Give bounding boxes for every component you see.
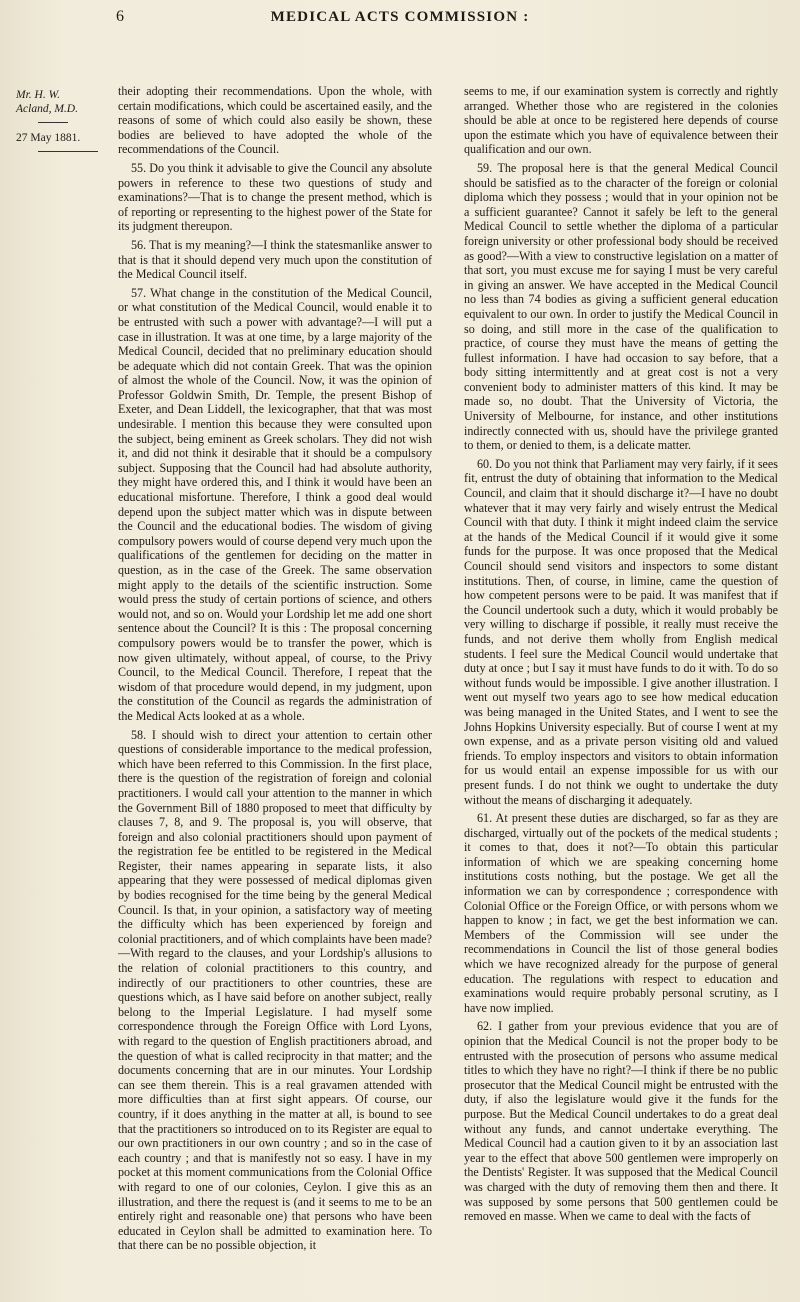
paragraph: 56. That is my meaning?—I think the statesmanlike answer to that is that it should depend very much upon the constitution of the Medical Council itself. xyxy=(118,237,432,282)
margin-rule xyxy=(38,122,68,123)
paragraph: 61. At present these duties are discharged, so far as they are discharged, virtually out of the pockets of the medical students ; it comes to that, does it not?—To obtain this particular information of which we are speaking concerning home institutions costs nothing, but the postage. We get all the information we can by correspondence ; correspondence with Colonial Office or the Foreign Office, or with persons whom we happen to know ; in fact, we get the best information we can. Members of the Commission will see under the recommendations in Council the list of those general bodies which we have recognized already for the purpose of general education. The regulations with respect to education and examinations would require probably personal scrutiny, as I have now implied. xyxy=(464,811,778,1015)
page-header xyxy=(0,6,800,30)
evidence-date: 27 May 1881. xyxy=(16,132,81,144)
page-number: 6 xyxy=(116,8,124,25)
left-column xyxy=(118,84,432,1253)
right-column xyxy=(464,84,778,1224)
margin-note xyxy=(16,88,98,152)
paragraph: 58. I should wish to direct your attention to certain other questions of considerable importance to the medical profession, which have been referred to this Commission. In the first place, there is the question of the registration of foreign and colonial practitioners. I would call your attention to the manner in which the Government Bill of 1880 proposed to meet that difficulty by clauses 7, 8, and 9. The proposal is, you will observe, that foreign and also colonial practitioners should upon payment of the registration fee be entitled to be registered in the Medical Register, their names appearing in separate lists, it also appearing that they were possessed of medical diplomas given by bodies recognised for the time being by the general Medical Council. Is that, in your opinion, a satisfactory way of meeting the difficulty which has been experienced by foreign and colonial practitioners, and of which complaints have been made?—With regard to the clauses, and your Lordship's allusions to the relation of colonial practitioners to this country, and indirectly of our practitioners to other countries, these are questions which, as I have said before on another subject, really belong to the Imperial Legislature. I had myself some correspondence through the Foreign Office with Lord Lyons, with regard to the question of English practitioners abroad, and the question of what is called reciprocity in that matter; and the documents concerning that are in our minutes. Your Lordship can see them therein. This is a real gravamen attended with more difficulties than at first sight appears. Of course, our country, if it does anything in the matter at all, is bound to see that the practitioners so introduced on to its Register are equal to our own practitioners in our own country ; and so in the case of each country ; and that is manifestly not so easy. I have in my pocket at this moment communications from the Colonial Office with regard to one of our colonies, Ceylon. I give this as an illustration, and there the request is (and it seems to me to be an entirely right and reasonable one) that persons who have been educated in Ceylon shall be admitted to examination here. To that there can be no possible objection, it xyxy=(118,727,432,1253)
margin-rule xyxy=(38,151,98,152)
paragraph: 62. I gather from your previous evidence that you are of opinion that the Medical Council is not the proper body to be entrusted with the prosecution of persons who assume medical titles to which they have no right?—I think if there be no public prosecutor that the Medical Council might be entrusted with the duty, if also the legislature would give it the funds for the purpose. But the Medical Council undertakes to do a great deal without any funds, and cannot undertake everything. The Medical Council had a caution given to it by an association last year to the effect that above 500 gentlemen were improperly on the Dentists' Register. It was supposed that the Medical Council was charged with the duty of removing them then and there. It was supposed by some persons that 500 gentlemen could be removed en masse. When we came to deal with the facts of xyxy=(464,1019,778,1224)
paragraph: their adopting their recommendations. Upon the whole, with certain modifications, which could be ascertained easily, and the reasons of some of which could also easily be shown, these bodies are believed to have adopted the whole of the recommendations of the Council. xyxy=(118,84,432,157)
paragraph: 55. Do you think it advisable to give the Council any absolute powers in reference to these two questions of study and examinations?—That is to change the present method, which is of reporting or representing to the highest power of the State for its judgment thereupon. xyxy=(118,160,432,234)
paragraph: seems to me, if our examination system is correctly and rightly arranged. Whether those who are registered in the colonies should be able at once to be registered here depends of course upon the estimate which you have of equivalence between their qualification and our own. xyxy=(464,84,778,157)
witness-name: Mr. H. W. Acland, M.D. xyxy=(16,89,78,115)
paragraph: 57. What change in the constitution of the Medical Council, or what constitution of the Medical Council, would enable it to be entrusted with such a power with advantage?—I will put a case in illustration. It was at one time, by a large majority of the Medical Council, decided that no preliminary education should be adequate which did not contain Greek. That was the opinion of almost the whole of the Council. Now, it was the opinion of Professor Goldwin Smith, Dr. Temple, the present Bishop of Exeter, and Dean Liddell, the lexicographer, that that was most undesirable. I mention this because they were consulted upon the subject, being eminent as Greek scholars. They did not wish it, and did not think it desirable that it should be a compulsory subject. Supposing that the Council had had absolute authority, they might have ordered this, and I think it would have been an educational misfortune. Therefore, I think a good deal would depend upon the subject matter which was in dispute between the Council and the educational bodies. The wisdom of giving compulsory powers would of course depend very much upon the qualifications of the gentlemen for deciding on the matter in question, as in the case of the Greek. The same observation might apply to the details of the scientific instruction. Some would press the study of certain portions of science, and others would not, and so on. Would your Lordship let me add one short sentence about the Council? It is this : The proposal concerning compulsory powers would be to transfer the power, which is now given ultimately, without appeal, of course, to the Privy Council, to the Medical Council. Therefore, I repeat that the wisdom of that procedure would depend, in my judgment, upon the constitution of the Council as regards the administration of the Medical Acts looked at as a whole. xyxy=(118,285,432,723)
running-head: MEDICAL ACTS COMMISSION : xyxy=(270,9,530,25)
paragraph: 59. The proposal here is that the general Medical Council should be satisfied as to the character of the foreign or colonial diploma which they possess ; would that in your opinion not be a sufficient guarantee? Cannot it safely be left to the general Medical Council to settle whether the diploma of a particular foreign university or other professional body should be received as good?—With a view to constructive legislation on a matter of that sort, you must excuse me for saying I must be very careful in giving an answer. We have accepted in the Medical Council no less than 74 bodies as giving a sufficient general education equivalent to our own. In order to justify the Medical Council in so doing, and still more in the case of the qualification to practice, of course they must have the means of getting the fullest information. I have had occasion to say before, that a body sitting intermittently and at great cost is not a very convenient body to administer matters of this kind. It may be made so, no doubt. That the University of Victoria, the University of Melbourne, for instance, and other institutions indirectly connected with us, should have the privilege granted to them, or denied to them, is a delicate matter. xyxy=(464,160,778,453)
paragraph: 60. Do you not think that Parliament may very fairly, if it sees fit, entrust the duty of obtaining that information to the Medical Council, and claim that it should discharge it?—I have no doubt whatever that it may very fairly and wisely entrust the Medical Council with that duty. I think it might indeed claim the service at the hands of the Medical Council if it would give it some funds for the purpose. It was once proposed that the Medical Council should send visitors and inspectors to some distant institutions. Then, of course, in limine, came the question of how competent persons were to be paid. It was manifest that if the Council undertook such a duty, which it would probably be very willing to discharge if possible, it really must receive the funds, and not derive them wholly from English medical students. I feel sure the Medical Council would undertake that duty at once ; but I say it must have funds to do it with. To do so without funds would be impossible. I give another illustration. I went out myself two years ago to see how medical education was being managed in the United States, and I went to see the Johns Hopkins University especially. But of course I went at my own expense, and as a private person visiting old and valued friends. To employ inspectors and visitors to obtain information for us would entail an expense impossible for us with our present funds. I do not think we ought to undertake the duty without the means of discharging it adequately. xyxy=(464,456,778,807)
